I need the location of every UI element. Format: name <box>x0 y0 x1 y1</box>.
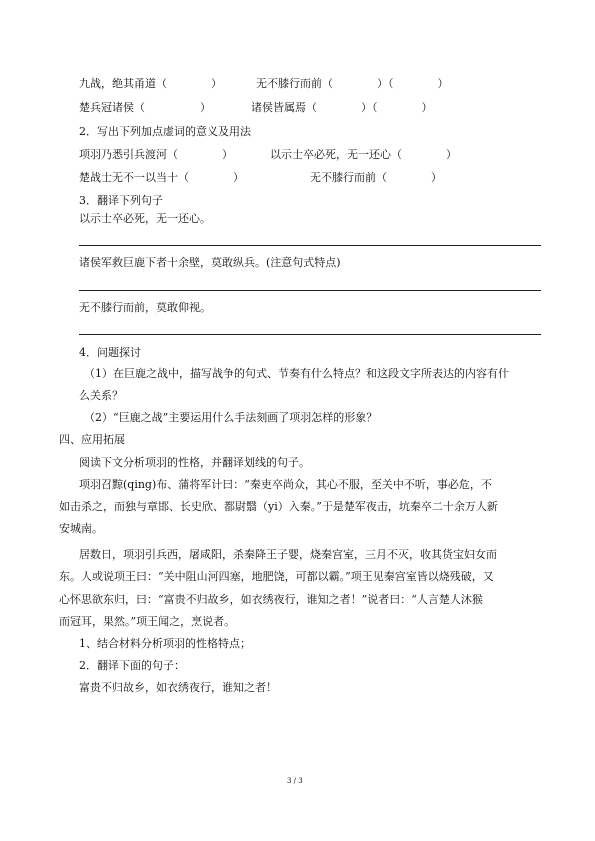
passage-1-line-c: 安城南。 <box>59 522 103 535</box>
section-4-heading: 四、应用拓展 <box>59 433 125 446</box>
translate-sentence-1: 以示士卒必死，无一还心。 <box>79 212 211 225</box>
fill-blank-line-3a: 项羽乃悉引兵渡河（ ） <box>79 148 233 161</box>
fill-blank-line-2a: 楚兵冠诸侯（ ） <box>79 101 211 114</box>
question-2-heading: 2．写出下列加点虚词的意义及用法 <box>79 125 251 138</box>
passage-2-line-b: 东。人或说项王曰：“关中阻山河四塞，地肥饶，可都以霸。”项王见秦宫室皆以烧残破，又 <box>59 570 494 583</box>
question-4-1-line-b: 么关系？ <box>79 389 123 402</box>
fill-blank-line-4a: 楚战士无不一以当十（ ） <box>79 171 244 184</box>
answer-line-1 <box>79 245 541 246</box>
passage-1-line-b: 如击杀之，而独与章邯、长史欣、都尉翳（yi）入秦。”于是楚军夜击，坑秦卒二十余万人新 <box>59 500 498 513</box>
fill-blank-line-1a: 九战，绝其甬道（ ） <box>79 77 222 90</box>
passage-2-line-a: 居数日，项羽引兵西，屠咸阳，杀秦降王子婴，烧秦宫室，三月不灭，收其货宝妇女而 <box>79 548 497 561</box>
fill-blank-line-2b: 诸侯皆属焉（ ）（ ） <box>251 101 433 114</box>
question-4-heading: 4．问题探讨 <box>79 346 141 359</box>
question-3-heading: 3．翻译下列句子 <box>79 194 163 207</box>
question-4-2: （2）“巨鹿之战”主要运用什么手法刻画了项羽怎样的形象？ <box>84 411 378 424</box>
passage-2-line-c: 心怀思欲东归，曰：“富贵不归故乡，如衣绣夜行，谁知之者！”说者曰：“人言楚人沐猴 <box>59 593 483 606</box>
passage-1-line-a: 项羽召黥(qing)布、蒲将军计曰：“秦吏卒尚众，其心不服，至关中不听，事必危，不 <box>79 478 492 491</box>
task-2: 2．翻译下面的句子： <box>79 659 185 672</box>
passage-2-line-d: 而冠耳，果然。”项王闻之，烹说者。 <box>59 615 236 628</box>
task-2-sentence: 富贵不归故乡，如衣绣夜行，谁知之者！ <box>79 681 277 694</box>
fill-blank-line-1b: 无不膝行而前（ ）（ ） <box>256 77 449 90</box>
translate-sentence-2: 诸侯军救巨鹿下者十余壁，莫敢纵兵。(注意句式特点) <box>79 256 341 269</box>
fill-blank-line-4b: 无不膝行而前（ ） <box>310 171 442 184</box>
page-number: 3 / 3 <box>287 777 303 785</box>
translate-sentence-3: 无不膝行而前，莫敢仰视。 <box>79 301 211 314</box>
answer-line-2 <box>79 290 541 291</box>
reading-instruction: 阅读下文分析项羽的性格，并翻译划线的句子。 <box>79 456 310 469</box>
fill-blank-line-3b: 以示士卒必死，无一还心（ ） <box>270 148 457 161</box>
question-4-1-line-a: （1）在巨鹿之战中，描写战争的句式、节奏有什么特点？和这段文字所表达的内容有什 <box>84 367 509 380</box>
task-1: 1、结合材料分析项羽的性格特点； <box>79 637 251 650</box>
answer-line-3 <box>79 334 541 335</box>
